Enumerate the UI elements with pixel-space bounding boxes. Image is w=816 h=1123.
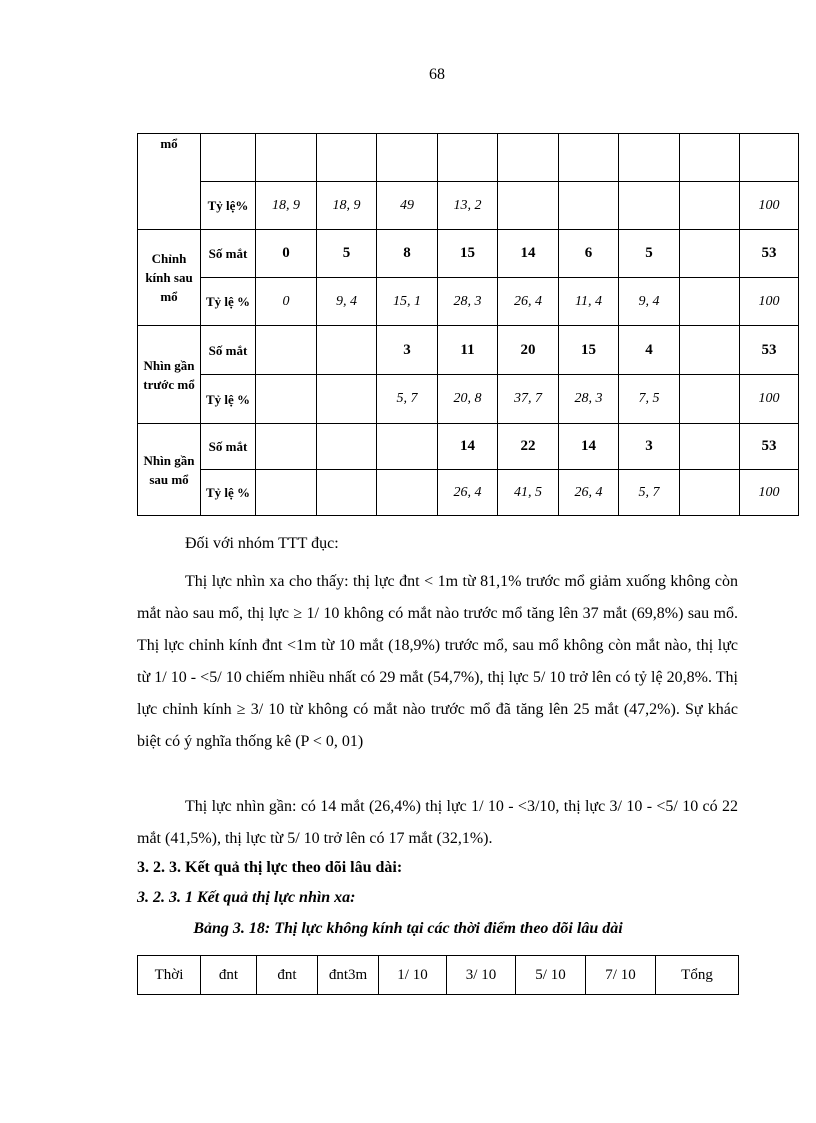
row-sub-label: Số mắt: [201, 230, 256, 278]
table-cell: [680, 134, 740, 182]
table-cell: 53: [740, 326, 799, 375]
table-cell: 26, 4: [498, 278, 559, 326]
row-group-label: mổ: [138, 134, 201, 230]
table-row: [138, 182, 799, 230]
table-cell: 18, 9: [256, 182, 317, 230]
table-cell: 11, 4: [559, 278, 619, 326]
table-cell: 100: [740, 470, 799, 516]
visual-acuity-table: [137, 133, 799, 516]
table-cell: 20, 8: [438, 375, 498, 424]
table-row: [138, 470, 799, 516]
table-cell: 37, 7: [498, 375, 559, 424]
paragraph-near: Thị lực nhìn gần: có 14 mắt (26,4%) thị lực 1/ 10 - <3/10, thị lực 3/ 10 - <5/ 10 có 22 mắt (41,5%), thị lực từ 5/ 10 trở lên có 17 mắt (32,1%).: [137, 798, 738, 847]
table-cell: [256, 134, 317, 182]
table-cell: 26, 4: [559, 470, 619, 516]
table-cell: 5, 7: [377, 375, 438, 424]
page-number: 68: [429, 66, 445, 83]
section-heading: 3. 2. 3. Kết quả thị lực theo dõi lâu dài:: [137, 859, 403, 876]
table-cell: 100: [740, 278, 799, 326]
column-header: đnt: [257, 956, 318, 995]
table-cell: 53: [740, 424, 799, 470]
table-cell: [498, 134, 559, 182]
table-cell: [317, 134, 377, 182]
table-cell: [256, 326, 317, 375]
table-cell: 20: [498, 326, 559, 375]
table-cell: 4: [619, 326, 680, 375]
table-cell: 5: [619, 230, 680, 278]
table-cell: [680, 375, 740, 424]
table-cell: [559, 134, 619, 182]
table-row: [138, 375, 799, 424]
table-cell: 3: [377, 326, 438, 375]
paragraph-distance: Thị lực nhìn xa cho thấy: thị lực đnt < 1m từ 81,1% trước mổ giảm xuống không còn mắt nào sau mổ, thị lực ≥ 1/ 10 không có mắt nào trước mổ tăng lên 37 mắt (69,8%) sau mổ. Thị lực chỉnh kính đnt <1m từ 10 mắt (18,9%) trước mổ, sau mổ không còn mắt nào, thị lực từ 1/ 10 - <5/ 10 chiếm nhiều nhất có 29 mắt (54,7%), thị lực 5/ 10 trở lên có tỷ lệ 20,8%. Thị lực chỉnh kính ≥ 3/ 10 từ không có mắt nào trước mổ đã tăng lên 25 mắt (47,2%). Sự khác biệt có ý nghĩa thống kê (P < 0, 01): [137, 573, 738, 750]
table-cell: [680, 182, 740, 230]
table-cell: 9, 4: [317, 278, 377, 326]
table-cell: [377, 424, 438, 470]
table-row: [138, 278, 799, 326]
table-cell: 5, 7: [619, 470, 680, 516]
column-header: đnt3m: [318, 956, 379, 995]
row-group-label: Chỉnh kính sau mổ: [138, 230, 201, 326]
table-cell: 41, 5: [498, 470, 559, 516]
table-cell: 15: [438, 230, 498, 278]
table-cell: 14: [498, 230, 559, 278]
row-sub-label: Tỷ lệ %: [201, 470, 256, 516]
row-sub-label: Tỷ lệ %: [201, 278, 256, 326]
row-group-label: Nhìn gần sau mổ: [138, 424, 201, 516]
table-cell: 26, 4: [438, 470, 498, 516]
table-cell: [559, 182, 619, 230]
table-caption: Bảng 3. 18: Thị lực không kính tại các thời điểm theo dõi lâu dài: [193, 920, 623, 937]
table-cell: 100: [740, 375, 799, 424]
table-cell: [317, 326, 377, 375]
subsection-heading: 3. 2. 3. 1 Kết quả thị lực nhìn xa:: [137, 889, 356, 906]
table-cell: 11: [438, 326, 498, 375]
table-cell: 15: [559, 326, 619, 375]
table-row: [138, 326, 799, 375]
followup-table-header: [137, 955, 739, 995]
table-cell: 28, 3: [438, 278, 498, 326]
table-row: [138, 230, 799, 278]
column-header: Thời: [138, 956, 201, 995]
table-cell: 22: [498, 424, 559, 470]
table-row: [138, 134, 799, 182]
table-cell: [680, 278, 740, 326]
table-cell: [377, 134, 438, 182]
row-sub-label: Số mắt: [201, 326, 256, 375]
table-cell: 8: [377, 230, 438, 278]
table-cell: 5: [317, 230, 377, 278]
table-cell: 6: [559, 230, 619, 278]
column-header: 1/ 10: [379, 956, 447, 995]
table-cell: [619, 182, 680, 230]
table-cell: [438, 134, 498, 182]
table-row: [138, 424, 799, 470]
table-cell: [680, 424, 740, 470]
table-cell: [317, 424, 377, 470]
row-sub-label: Tỷ lệ %: [201, 375, 256, 424]
table-cell: [619, 134, 680, 182]
row-sub-label: Tỷ lệ%: [201, 182, 256, 230]
table-cell: 14: [438, 424, 498, 470]
column-header: Tổng: [656, 956, 739, 995]
table-cell: [256, 375, 317, 424]
row-sub-label: Số mắt: [201, 424, 256, 470]
table-cell: 7, 5: [619, 375, 680, 424]
paragraph-intro: Đối với nhóm TTT đục:: [185, 535, 339, 552]
table-cell: 49: [377, 182, 438, 230]
table-cell: 18, 9: [317, 182, 377, 230]
column-header: đnt: [201, 956, 257, 995]
table-cell: 3: [619, 424, 680, 470]
table-cell: [680, 230, 740, 278]
row-group-label: Nhìn gần trước mổ: [138, 326, 201, 424]
table-cell: 13, 2: [438, 182, 498, 230]
table-cell: [317, 375, 377, 424]
table-cell: 15, 1: [377, 278, 438, 326]
table-cell: 0: [256, 230, 317, 278]
table-cell: 100: [740, 182, 799, 230]
table-cell: 53: [740, 230, 799, 278]
table-cell: 14: [559, 424, 619, 470]
table-cell: [680, 470, 740, 516]
table-cell: [498, 182, 559, 230]
column-header: 5/ 10: [516, 956, 586, 995]
table-cell: [740, 134, 799, 182]
table-cell: [256, 424, 317, 470]
table-cell: [256, 470, 317, 516]
table-cell: [377, 470, 438, 516]
column-header: 3/ 10: [447, 956, 516, 995]
table-cell: [317, 470, 377, 516]
table-cell: 28, 3: [559, 375, 619, 424]
table-header-row: [138, 956, 739, 995]
table-cell: 0: [256, 278, 317, 326]
column-header: 7/ 10: [586, 956, 656, 995]
table-cell: [680, 326, 740, 375]
table-cell: 9, 4: [619, 278, 680, 326]
